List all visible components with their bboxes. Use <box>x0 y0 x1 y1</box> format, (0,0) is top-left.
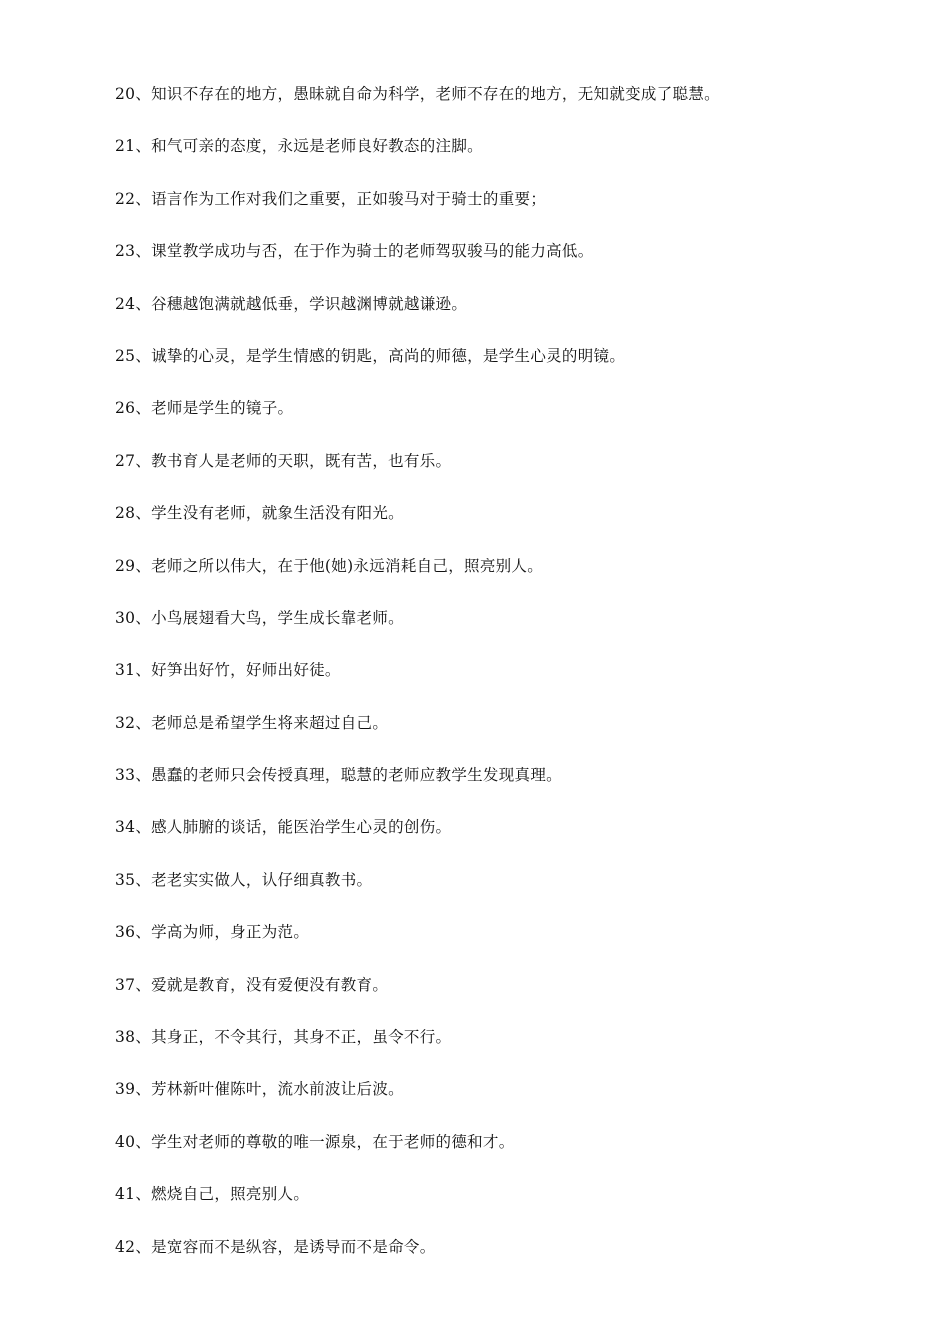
list-item: 38、其身正，不令其行，其身不正，虽令不行。 <box>115 1028 452 1047</box>
list-item: 24、谷穗越饱满就越低垂，学识越渊博就越谦逊。 <box>115 294 468 313</box>
list-item: 20、知识不存在的地方，愚昧就自命为科学，老师不存在的地方，无知就变成了聪慧。 <box>115 85 720 103</box>
list-item: 33、愚蠢的老师只会传授真理，聪慧的老师应教学生发现真理。 <box>115 766 562 785</box>
list-item: 36、学高为师，身正为范。 <box>115 923 310 942</box>
list-item: 22、语言作为工作对我们之重要，正如骏马对于骑士的重要； <box>115 189 547 208</box>
list-item: 41、燃烧自己，照亮别人。 <box>115 1185 310 1204</box>
list-item: 29、老师之所以伟大，在于他(她)永远消耗自己，照亮别人。 <box>115 556 544 575</box>
list-item: 21、和气可亲的态度，永远是老师良好教态的注脚。 <box>115 137 483 156</box>
list-item: 34、感人肺腑的谈话，能医治学生心灵的创伤。 <box>115 818 452 837</box>
list-item: 26、老师是学生的镜子。 <box>115 399 294 418</box>
list-item: 32、老师总是希望学生将来超过自己。 <box>115 713 389 732</box>
list-item: 37、爱就是教育，没有爱便没有教育。 <box>115 975 389 994</box>
list-item: 28、学生没有老师，就象生活没有阳光。 <box>115 504 404 523</box>
list-item: 30、小鸟展翅看大鸟，学生成长靠老师。 <box>115 608 404 627</box>
quote-list <box>115 80 895 1285</box>
list-item: 25、诚挚的心灵，是学生情感的钥匙，高尚的师德，是学生心灵的明镜。 <box>115 346 626 365</box>
list-item: 23、课堂教学成功与否，在于作为骑士的老师驾驭骏马的能力高低。 <box>115 242 594 261</box>
list-item: 31、好笋出好竹，好师出好徒。 <box>115 661 341 680</box>
list-item: 42、是宽容而不是纵容，是诱导而不是命令。 <box>115 1237 436 1256</box>
list-item: 27、教书育人是老师的天职，既有苦，也有乐。 <box>115 451 452 470</box>
list-item: 40、学生对老师的尊敬的唯一源泉，在于老师的德和才。 <box>115 1132 515 1151</box>
list-item: 35、老老实实做人，认仔细真教书。 <box>115 870 373 889</box>
list-item: 39、芳林新叶催陈叶，流水前波让后波。 <box>115 1080 404 1099</box>
